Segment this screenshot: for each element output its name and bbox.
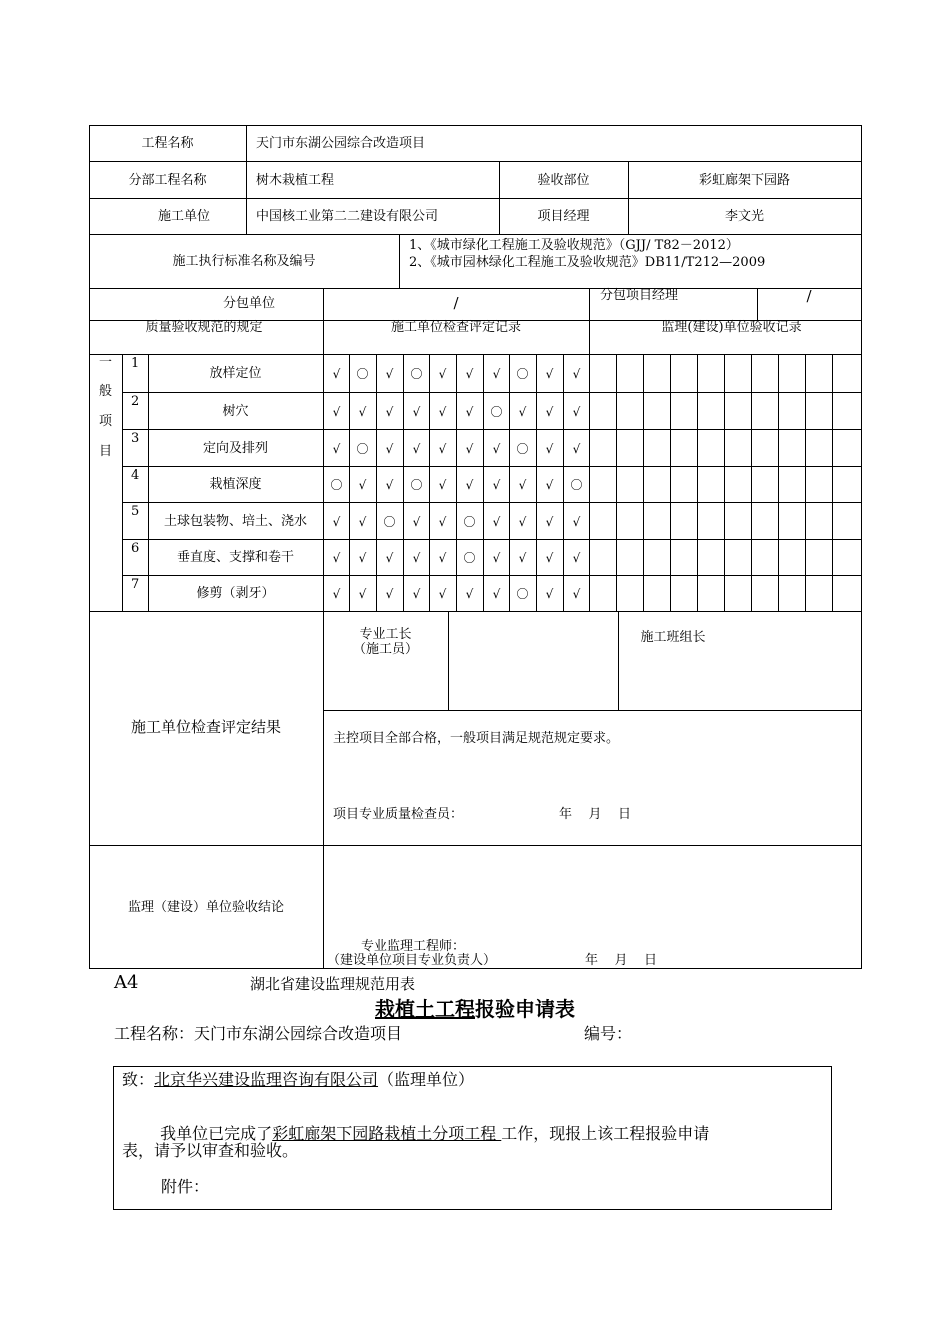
check-mark: √ bbox=[518, 514, 527, 529]
form-title-rest: 报验申请表 bbox=[475, 997, 575, 1021]
check-mark: √ bbox=[332, 587, 341, 601]
item-number: 4 bbox=[131, 468, 140, 483]
item-number: 3 bbox=[131, 431, 140, 446]
check-mark: √ bbox=[332, 551, 341, 565]
circle-mark: 〇 bbox=[516, 367, 529, 381]
supervisor-label-sub: （建设单位项目专业负责人） bbox=[327, 953, 497, 968]
inspector-label: 项目专业质量检查员： bbox=[333, 807, 464, 822]
project-name-label: 工程名称 bbox=[141, 136, 194, 151]
check-mark: √ bbox=[385, 587, 394, 601]
foreman-label-sub: （施工员） bbox=[352, 642, 418, 657]
check-mark: √ bbox=[385, 404, 394, 419]
team-leader-label: 施工班组长 bbox=[640, 630, 706, 645]
circle-mark: 〇 bbox=[463, 551, 476, 565]
check-result-text: 主控项目全部合格，一般项目满足规范规定要求。 bbox=[333, 731, 620, 746]
check-mark: √ bbox=[545, 367, 554, 381]
check-mark: √ bbox=[438, 514, 447, 529]
check-mark: √ bbox=[332, 514, 341, 529]
check-mark: √ bbox=[412, 404, 421, 419]
check-mark: √ bbox=[385, 367, 394, 381]
subcontract-manager-label: 分包项目经理 bbox=[600, 288, 679, 303]
check-mark: √ bbox=[492, 478, 501, 492]
circle-mark: 〇 bbox=[570, 478, 583, 492]
supervision-record-header: 监理(建设)单位验收记录 bbox=[661, 320, 802, 335]
construction-unit-label: 施工单位 bbox=[157, 209, 210, 224]
check-mark: √ bbox=[412, 514, 421, 529]
check-mark: √ bbox=[438, 441, 447, 456]
body-prefix: 我单位已完成了 bbox=[160, 1124, 273, 1143]
general-items-char: 项 bbox=[98, 414, 112, 429]
inspector-date: 年 月 日 bbox=[559, 807, 632, 822]
check-mark: √ bbox=[438, 551, 447, 565]
general-items-char: 一 bbox=[98, 355, 112, 370]
check-mark: √ bbox=[332, 367, 341, 381]
check-mark: √ bbox=[358, 514, 367, 529]
check-mark: √ bbox=[465, 404, 474, 419]
circle-mark: 〇 bbox=[330, 478, 343, 492]
item-number: 6 bbox=[131, 541, 140, 556]
check-mark: √ bbox=[572, 587, 581, 601]
check-mark: √ bbox=[545, 441, 554, 456]
check-mark: √ bbox=[332, 404, 341, 419]
check-mark: √ bbox=[572, 441, 581, 456]
general-items-char: 目 bbox=[98, 444, 112, 459]
item-number: 7 bbox=[131, 577, 140, 592]
check-result-label: 施工单位检查评定结果 bbox=[130, 718, 281, 736]
check-mark: √ bbox=[545, 478, 554, 492]
check-mark: √ bbox=[492, 551, 501, 565]
check-mark: √ bbox=[545, 587, 554, 601]
application-project-name: 工程名称：天门市东湖公园综合改造项目 bbox=[114, 1024, 403, 1043]
circle-mark: 〇 bbox=[490, 404, 503, 419]
circle-mark: 〇 bbox=[383, 514, 396, 529]
subcontract-manager-value: / bbox=[806, 287, 812, 305]
item-name: 垂直度、支撑和卷干 bbox=[176, 550, 294, 565]
supervisor-date: 年 月 日 bbox=[585, 953, 658, 968]
check-mark: √ bbox=[572, 404, 581, 419]
circle-mark: 〇 bbox=[410, 478, 423, 492]
circle-mark: 〇 bbox=[463, 514, 476, 529]
check-mark: √ bbox=[572, 514, 581, 529]
check-mark: √ bbox=[438, 367, 447, 381]
item-name: 放样定位 bbox=[209, 366, 262, 381]
check-mark: √ bbox=[438, 478, 447, 492]
check-mark: √ bbox=[518, 478, 527, 492]
check-mark: √ bbox=[492, 441, 501, 456]
circle-mark: 〇 bbox=[516, 587, 529, 601]
check-mark: √ bbox=[385, 478, 394, 492]
to-suffix: （监理单位） bbox=[378, 1070, 475, 1089]
check-mark: √ bbox=[438, 587, 447, 601]
check-mark: √ bbox=[465, 441, 474, 456]
circle-mark: 〇 bbox=[410, 367, 423, 381]
check-mark: √ bbox=[545, 514, 554, 529]
item-number: 1 bbox=[131, 356, 140, 371]
check-mark: √ bbox=[412, 441, 421, 456]
serial-number-label: 编号： bbox=[584, 1024, 633, 1043]
check-mark: √ bbox=[545, 404, 554, 419]
item-number: 5 bbox=[131, 504, 140, 519]
form-code: A4 bbox=[114, 972, 139, 993]
form-source: 湖北省建设监理规范用表 bbox=[250, 975, 416, 993]
item-name: 栽植深度 bbox=[209, 477, 262, 492]
check-mark: √ bbox=[492, 587, 501, 601]
check-mark: √ bbox=[412, 587, 421, 601]
circle-mark: 〇 bbox=[516, 441, 529, 456]
application-body-line-1 bbox=[150, 1104, 709, 1144]
body-work: 彩虹廊架下园路栽植土分项工程 bbox=[272, 1124, 502, 1143]
standard-line-2: 2、《城市园林绿化工程施工及验收规范》DB11/T212—2009 bbox=[409, 255, 766, 270]
item-name: 定向及排列 bbox=[202, 440, 268, 456]
item-name: 修剪（剥牙） bbox=[196, 586, 275, 601]
form-title-underlined: 栽植土工程 bbox=[375, 997, 475, 1021]
check-mark: √ bbox=[358, 551, 367, 565]
check-mark: √ bbox=[332, 441, 341, 456]
project-name-value: 天门市东湖公园综合改造项目 bbox=[256, 136, 426, 151]
standard-label: 施工执行标准名称及编号 bbox=[172, 254, 316, 269]
quality-spec-header: 质量验收规范的规定 bbox=[145, 320, 263, 335]
application-body-line-2: 表，请予以审查和验收。 bbox=[122, 1141, 299, 1160]
standard-line-1: 1、《城市绿化工程施工及验收规范》（GJJ/ T82－2012） bbox=[409, 238, 739, 253]
check-mark: √ bbox=[518, 404, 527, 419]
check-mark: √ bbox=[545, 551, 554, 565]
item-name: 土球包装物、培土、浇水 bbox=[163, 513, 307, 529]
acceptance-location-label: 验收部位 bbox=[537, 173, 590, 188]
foreman-label: 专业工长 bbox=[359, 627, 412, 642]
check-mark: √ bbox=[492, 367, 501, 381]
item-number: 2 bbox=[131, 394, 140, 409]
check-mark: √ bbox=[358, 404, 367, 419]
check-mark: √ bbox=[572, 367, 581, 381]
general-items-char: 般 bbox=[98, 384, 112, 399]
check-mark: √ bbox=[492, 514, 501, 529]
check-mark: √ bbox=[358, 587, 367, 601]
attachment-label: 附件： bbox=[161, 1177, 210, 1196]
check-mark: √ bbox=[385, 551, 394, 565]
check-mark: √ bbox=[572, 551, 581, 565]
check-mark: √ bbox=[385, 441, 394, 456]
construction-record-header: 施工单位检查评定记录 bbox=[390, 320, 521, 335]
subcontract-unit-label: 分包单位 bbox=[222, 296, 275, 311]
check-mark: √ bbox=[465, 478, 474, 492]
acceptance-location-value: 彩虹廊架下园路 bbox=[698, 173, 790, 188]
circle-mark: 〇 bbox=[356, 441, 369, 456]
subcontract-unit-value: / bbox=[453, 294, 459, 312]
item-name: 树穴 bbox=[222, 403, 249, 419]
supervision-conclusion-label: 监理（建设）单位验收结论 bbox=[127, 900, 284, 915]
circle-mark: 〇 bbox=[356, 367, 369, 381]
to-company: 北京华兴建设监理咨询有限公司 bbox=[154, 1070, 379, 1089]
addressee-line bbox=[122, 1070, 474, 1090]
project-manager-value: 李文光 bbox=[724, 209, 764, 224]
form-title bbox=[0, 997, 950, 1021]
check-mark: √ bbox=[465, 367, 474, 381]
supervisor-label: 专业监理工程师： bbox=[361, 939, 466, 954]
construction-unit-value: 中国核工业第二二建设有限公司 bbox=[256, 209, 439, 224]
to-prefix: 致： bbox=[122, 1070, 155, 1089]
check-mark: √ bbox=[358, 478, 367, 492]
body-suffix: 工作，现报上该工程报验申请 bbox=[501, 1124, 710, 1143]
check-mark: √ bbox=[412, 551, 421, 565]
check-mark: √ bbox=[438, 404, 447, 419]
subproject-label: 分部工程名称 bbox=[128, 173, 207, 188]
check-mark: √ bbox=[518, 551, 527, 565]
subproject-value: 树木栽植工程 bbox=[256, 173, 335, 188]
project-manager-label: 项目经理 bbox=[537, 209, 590, 224]
check-mark: √ bbox=[465, 587, 474, 601]
